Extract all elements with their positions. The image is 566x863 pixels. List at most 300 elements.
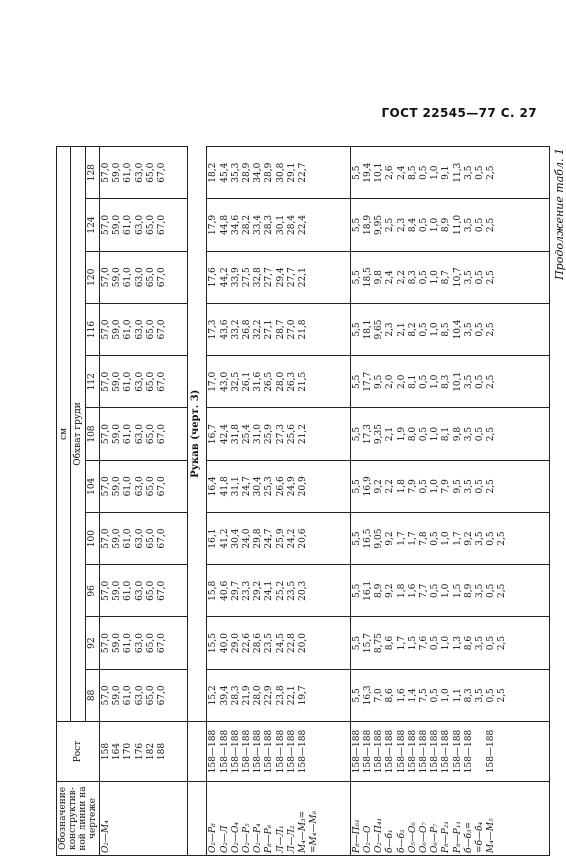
value: 63,0 xyxy=(134,476,145,497)
value: 27,7 xyxy=(286,267,297,288)
value-cell xyxy=(350,460,549,512)
value: 30,4 xyxy=(253,476,264,497)
rost-cell xyxy=(350,722,549,782)
value: 67,0 xyxy=(157,685,168,706)
value: 24,2 xyxy=(286,528,297,549)
value: 5,5 xyxy=(351,322,362,337)
value: 9,65 xyxy=(374,319,385,340)
value: 5,5 xyxy=(351,688,362,703)
value: 24,1 xyxy=(264,580,275,601)
value: 65,0 xyxy=(145,476,156,497)
value: 1,5 xyxy=(452,583,463,598)
value-cell xyxy=(350,199,549,251)
value: 34,0 xyxy=(253,162,264,183)
value: 2,1 xyxy=(396,322,407,337)
value: 8,6 xyxy=(463,635,474,651)
value: 20,3 xyxy=(298,580,309,601)
value: 61,0 xyxy=(123,580,134,601)
value: 28,7 xyxy=(275,319,286,340)
value: 59,0 xyxy=(112,476,123,497)
rotated-table xyxy=(56,146,546,856)
value: 26,3 xyxy=(286,371,297,392)
value: 0,5 xyxy=(475,270,486,285)
value: 18,5 xyxy=(362,267,373,288)
value: 1,9 xyxy=(396,426,407,442)
value: 63,0 xyxy=(134,162,145,183)
rost-value: 158 xyxy=(101,742,111,761)
value: 8,5 xyxy=(407,165,418,180)
value: 9,05 xyxy=(374,528,385,549)
value: 7,6 xyxy=(419,635,429,651)
value: 20,9 xyxy=(298,476,309,497)
value: 16,9 xyxy=(362,476,373,497)
value: 2,2 xyxy=(385,479,396,494)
rost-value: 158—188 xyxy=(374,729,385,774)
bust-group-header: Обхват груди xyxy=(71,147,85,722)
value: 63,0 xyxy=(134,267,145,288)
value: 7,0 xyxy=(374,688,385,703)
value: 39,4 xyxy=(219,685,230,706)
value: 1,5 xyxy=(407,635,418,651)
value: 17,3 xyxy=(208,319,219,340)
value: 0,5 xyxy=(419,322,429,337)
value: 59,0 xyxy=(112,162,123,183)
value: 8,3 xyxy=(441,374,452,389)
bust-header-cell: 96 xyxy=(85,565,99,617)
value: 1,1 xyxy=(452,688,463,703)
value: 65,0 xyxy=(145,267,156,288)
bust-header-cell: 92 xyxy=(85,617,99,669)
bust-header-cell: 100 xyxy=(85,512,99,564)
value: 22,7 xyxy=(298,162,309,183)
value: 29,0 xyxy=(230,633,241,654)
value: 63,0 xyxy=(134,319,145,340)
value: 3,5 xyxy=(475,635,486,651)
value: 16,7 xyxy=(208,424,219,445)
value: 10,4 xyxy=(452,319,463,340)
rost-value: 158—188 xyxy=(441,729,452,774)
value: 1,0 xyxy=(430,217,441,233)
value: 65,0 xyxy=(145,214,156,235)
designation-label: Л—Л₂ xyxy=(286,825,297,853)
value: 8,5 xyxy=(441,322,452,337)
value-cell xyxy=(350,147,549,199)
value: 21,8 xyxy=(298,319,309,340)
value: 25,9 xyxy=(275,528,286,549)
value-cell xyxy=(100,251,188,303)
value: 8,9 xyxy=(463,583,474,598)
value: 28,0 xyxy=(253,685,264,706)
value: 26,8 xyxy=(242,319,253,340)
value-cell xyxy=(100,408,188,460)
bust-header-cell: 108 xyxy=(85,408,99,460)
value: 29,1 xyxy=(286,162,297,183)
value: 22,9 xyxy=(264,685,275,706)
value: 63,0 xyxy=(134,633,145,654)
bust-header-cell: 104 xyxy=(85,460,99,512)
bust-header-cell: 112 xyxy=(85,356,99,408)
value: 61,0 xyxy=(123,214,134,235)
value: 23,8 xyxy=(275,685,286,706)
value: 1,0 xyxy=(441,531,452,546)
value: 0,5 xyxy=(475,217,486,233)
value: 2,0 xyxy=(396,374,407,389)
value: 1,7 xyxy=(396,531,407,546)
value: 1,0 xyxy=(430,374,441,389)
value: 63,0 xyxy=(134,685,145,706)
value: 2,5 xyxy=(497,531,508,546)
value: 17,7 xyxy=(362,371,373,392)
value: 57,0 xyxy=(101,685,111,706)
value: 5,5 xyxy=(351,426,362,442)
value: 32,5 xyxy=(230,371,241,392)
value: 10,1 xyxy=(374,162,385,183)
value: 22,4 xyxy=(298,214,309,235)
value: 25,3 xyxy=(264,476,275,497)
value-cell xyxy=(100,565,188,617)
value: 65,0 xyxy=(145,319,156,340)
value: 2,5 xyxy=(486,165,497,180)
value: 22,8 xyxy=(286,633,297,654)
value: 2,5 xyxy=(486,322,497,337)
value: 28,6 xyxy=(253,633,264,654)
value: 17,6 xyxy=(208,267,219,288)
value: 59,0 xyxy=(112,319,123,340)
value: 8,2 xyxy=(407,322,418,337)
table-rotated-container xyxy=(56,146,546,856)
value: 27,3 xyxy=(275,424,286,445)
value-cell xyxy=(207,356,350,408)
value: 9,8 xyxy=(374,270,385,285)
value: 0,5 xyxy=(430,635,441,651)
value: 59,0 xyxy=(112,580,123,601)
value: 67,0 xyxy=(157,633,168,654)
value: 59,0 xyxy=(112,633,123,654)
designation-label: =б—б₄ xyxy=(475,821,486,853)
value: 28,4 xyxy=(286,214,297,235)
bust-header-cell: 88 xyxy=(85,669,99,721)
value: 28,0 xyxy=(275,371,286,392)
value: 2,5 xyxy=(486,426,497,442)
value: 61,0 xyxy=(123,267,134,288)
designation-label: О₂—М₄ xyxy=(101,820,111,853)
value: 16,5 xyxy=(362,528,373,549)
value: 2,3 xyxy=(385,322,396,337)
value: 9,5 xyxy=(452,479,463,494)
value: 9,2 xyxy=(385,531,396,546)
rost-value: 158—188 xyxy=(430,729,441,774)
value: 2,1 xyxy=(385,426,396,442)
value: 16,4 xyxy=(208,476,219,497)
table-continuation-label: Продолжение табл. 1 xyxy=(553,148,566,280)
value-cell xyxy=(207,617,350,669)
value: 30,8 xyxy=(275,162,286,183)
value: 57,0 xyxy=(101,319,111,340)
value: 21,2 xyxy=(298,424,309,445)
value: 15,2 xyxy=(208,685,219,706)
value-cell xyxy=(350,512,549,564)
value: 57,0 xyxy=(101,528,111,549)
value: 2,0 xyxy=(385,374,396,389)
value: 63,0 xyxy=(134,214,145,235)
value-cell xyxy=(350,565,549,617)
value-cell xyxy=(207,460,350,512)
value: 44,2 xyxy=(219,267,230,288)
value-cell xyxy=(207,303,350,355)
value: 23,5 xyxy=(264,633,275,654)
designation-cell xyxy=(207,782,350,856)
designation-label: М₄—М₃= xyxy=(298,810,309,853)
value: 21,5 xyxy=(298,371,309,392)
value: 65,0 xyxy=(145,528,156,549)
value: 27,0 xyxy=(286,319,297,340)
value-cell xyxy=(207,147,350,199)
designation-label: О₂—О₄ xyxy=(230,822,241,853)
value: 65,0 xyxy=(145,371,156,392)
value: 0,5 xyxy=(475,322,486,337)
rost-value: 158—188 xyxy=(362,729,373,774)
value: 16,1 xyxy=(362,580,373,601)
table-row xyxy=(100,147,188,856)
value: 8,0 xyxy=(407,426,418,442)
bust-header-cell: 128 xyxy=(85,147,99,199)
value: 5,5 xyxy=(351,270,362,285)
value: 26,1 xyxy=(242,371,253,392)
rost-value: 158—188 xyxy=(486,729,497,774)
value: 27,7 xyxy=(264,267,275,288)
value: 67,0 xyxy=(157,371,168,392)
designation-cell xyxy=(100,782,188,856)
col-designation-header: Обозначение конструктив-ной линии на чертеже xyxy=(57,782,100,856)
value: 8,6 xyxy=(385,635,396,651)
value: 1,0 xyxy=(441,635,452,651)
rost-value: 158—188 xyxy=(385,729,396,774)
value-cell xyxy=(100,460,188,512)
value: 63,0 xyxy=(134,528,145,549)
value: 19,7 xyxy=(298,685,309,706)
value: 18,1 xyxy=(362,319,373,340)
col-rost-header: Рост xyxy=(57,722,100,782)
designation-label: Л—Л₁ xyxy=(275,825,286,853)
value: 2,5 xyxy=(497,583,508,598)
value: 35,3 xyxy=(230,162,241,183)
value: 34,6 xyxy=(230,214,241,235)
section-title: Рукав (черт. 3) xyxy=(189,389,201,478)
designation-label: О₂—О xyxy=(362,825,373,853)
value: 5,5 xyxy=(351,583,362,598)
value-cell xyxy=(100,617,188,669)
bust-header-cell: 116 xyxy=(85,303,99,355)
value: 57,0 xyxy=(101,633,111,654)
value: 2,5 xyxy=(486,270,497,285)
value: 16,1 xyxy=(208,528,219,549)
rost-value: 158—188 xyxy=(407,729,418,774)
value: 2,2 xyxy=(396,270,407,285)
value: 67,0 xyxy=(157,162,168,183)
value-cell xyxy=(350,303,549,355)
value: 8,3 xyxy=(463,688,474,703)
value: 22,6 xyxy=(242,633,253,654)
value: 25,4 xyxy=(242,424,253,445)
value: 65,0 xyxy=(145,685,156,706)
rost-value: 182 xyxy=(145,742,156,761)
value: 1,8 xyxy=(396,583,407,598)
value: 57,0 xyxy=(101,214,111,235)
value: 28,3 xyxy=(230,685,241,706)
value: 65,0 xyxy=(145,633,156,654)
value: 0,5 xyxy=(419,479,429,494)
value: 29,4 xyxy=(275,267,286,288)
value: 0,5 xyxy=(430,583,441,598)
unit-header: см xyxy=(57,147,71,722)
value-cell xyxy=(207,251,350,303)
value: 29,2 xyxy=(253,580,264,601)
value: 67,0 xyxy=(157,476,168,497)
value: 3,5 xyxy=(463,165,474,180)
value: 23,5 xyxy=(286,580,297,601)
rost-value: 176 xyxy=(134,742,145,761)
value: 31,0 xyxy=(253,424,264,445)
designation-label: Р₈—П₆₁ xyxy=(351,819,362,853)
rost-value: 158—188 xyxy=(396,729,407,774)
rost-value: 188 xyxy=(157,742,168,761)
value: 25,2 xyxy=(275,580,286,601)
value: 17,3 xyxy=(362,424,373,445)
value: 8,6 xyxy=(385,688,396,703)
value: 2,3 xyxy=(396,217,407,233)
value: 1,0 xyxy=(430,270,441,285)
value: 3,5 xyxy=(463,270,474,285)
designation-label: Р₈—Р₆ xyxy=(264,824,275,853)
value: 28,3 xyxy=(264,214,275,235)
value: 0,5 xyxy=(419,270,429,285)
value: 7,9 xyxy=(407,479,418,494)
rost-value: 158—188 xyxy=(230,729,241,774)
value: 26,5 xyxy=(264,371,275,392)
designation-label: О₅—О₆ xyxy=(407,822,418,853)
designation-label: М₄—М₅ xyxy=(486,818,497,853)
value: 57,0 xyxy=(101,424,111,445)
value: 8,75 xyxy=(374,633,385,654)
value: 1,7 xyxy=(407,531,418,546)
value: 1,8 xyxy=(396,479,407,494)
value-cell xyxy=(350,669,549,721)
value: 33,4 xyxy=(253,214,264,235)
value: 15,5 xyxy=(208,633,219,654)
designation-label: О₆—О₇ xyxy=(419,822,429,853)
rost-value: 158—188 xyxy=(452,729,463,774)
rost-value: 158—188 xyxy=(298,729,309,774)
value-cell xyxy=(100,147,188,199)
value: 0,5 xyxy=(475,479,486,494)
value: 9,35 xyxy=(374,424,385,445)
rost-value xyxy=(309,724,320,779)
value: 67,0 xyxy=(157,267,168,288)
rost-value: 158—188 xyxy=(351,729,362,774)
value: 24,0 xyxy=(242,528,253,549)
value: 59,0 xyxy=(112,267,123,288)
value: 22,1 xyxy=(298,267,309,288)
value: 0,5 xyxy=(430,531,441,546)
value: 59,0 xyxy=(112,214,123,235)
designation-label: Р₈—Р₂₁ xyxy=(441,821,452,853)
rost-value: 158—188 xyxy=(286,729,297,774)
value: 2,6 xyxy=(385,165,396,180)
value: 5,5 xyxy=(351,374,362,389)
value: 3,5 xyxy=(475,531,486,546)
rost-value: 158—188 xyxy=(275,729,286,774)
value: 42,4 xyxy=(219,424,230,445)
value: 9,2 xyxy=(374,479,385,494)
value: 43,0 xyxy=(219,371,230,392)
value: 24,9 xyxy=(286,476,297,497)
value: 2,5 xyxy=(486,479,497,494)
value: 67,0 xyxy=(157,528,168,549)
value: 8,1 xyxy=(441,426,452,442)
value: 40,0 xyxy=(219,633,230,654)
value: 57,0 xyxy=(101,371,111,392)
value: 61,0 xyxy=(123,424,134,445)
value: 27,1 xyxy=(264,319,275,340)
value: 30,4 xyxy=(230,528,241,549)
value: 24,7 xyxy=(242,476,253,497)
rost-value: 158—188 xyxy=(208,729,219,774)
value: 67,0 xyxy=(157,424,168,445)
value: 7,7 xyxy=(419,583,429,598)
value: 9,8 xyxy=(452,426,463,442)
value: 57,0 xyxy=(101,162,111,183)
value: 9,1 xyxy=(441,165,452,180)
value: 59,0 xyxy=(112,685,123,706)
value: 0,5 xyxy=(486,688,497,703)
designation-label: О₂—П₄₁ xyxy=(374,817,385,853)
value: 30,1 xyxy=(275,214,286,235)
value: 5,5 xyxy=(351,531,362,546)
value: 29,8 xyxy=(253,528,264,549)
rost-value: 164 xyxy=(112,742,123,761)
table-row xyxy=(207,147,350,856)
value: 67,0 xyxy=(157,214,168,235)
rost-value: 158—188 xyxy=(419,729,429,774)
bust-header-cell: 120 xyxy=(85,251,99,303)
value: 0,5 xyxy=(475,374,486,389)
value: 0,5 xyxy=(486,583,497,598)
value: 0,5 xyxy=(486,635,497,651)
value-cell xyxy=(207,408,350,460)
value: 9,95 xyxy=(374,214,385,235)
value: 63,0 xyxy=(134,580,145,601)
value-cell xyxy=(100,512,188,564)
designation-label: =М₄—М₆ xyxy=(309,810,320,853)
value: 8,3 xyxy=(407,270,418,285)
value-cell xyxy=(350,356,549,408)
value: 20,0 xyxy=(298,633,309,654)
value: 9,2 xyxy=(385,583,396,598)
value: 1,3 xyxy=(452,635,463,651)
value: 8,7 xyxy=(441,270,452,285)
value: 1,0 xyxy=(430,165,441,180)
value: 18,9 xyxy=(362,214,373,235)
value: 7,8 xyxy=(419,531,429,546)
value: 28,9 xyxy=(264,162,275,183)
value: 20,6 xyxy=(298,528,309,549)
value-cell xyxy=(350,251,549,303)
value: 1,7 xyxy=(452,531,463,546)
value: 59,0 xyxy=(112,528,123,549)
value: 23,3 xyxy=(242,580,253,601)
value: 1,4 xyxy=(407,688,418,703)
value: 15,8 xyxy=(208,580,219,601)
